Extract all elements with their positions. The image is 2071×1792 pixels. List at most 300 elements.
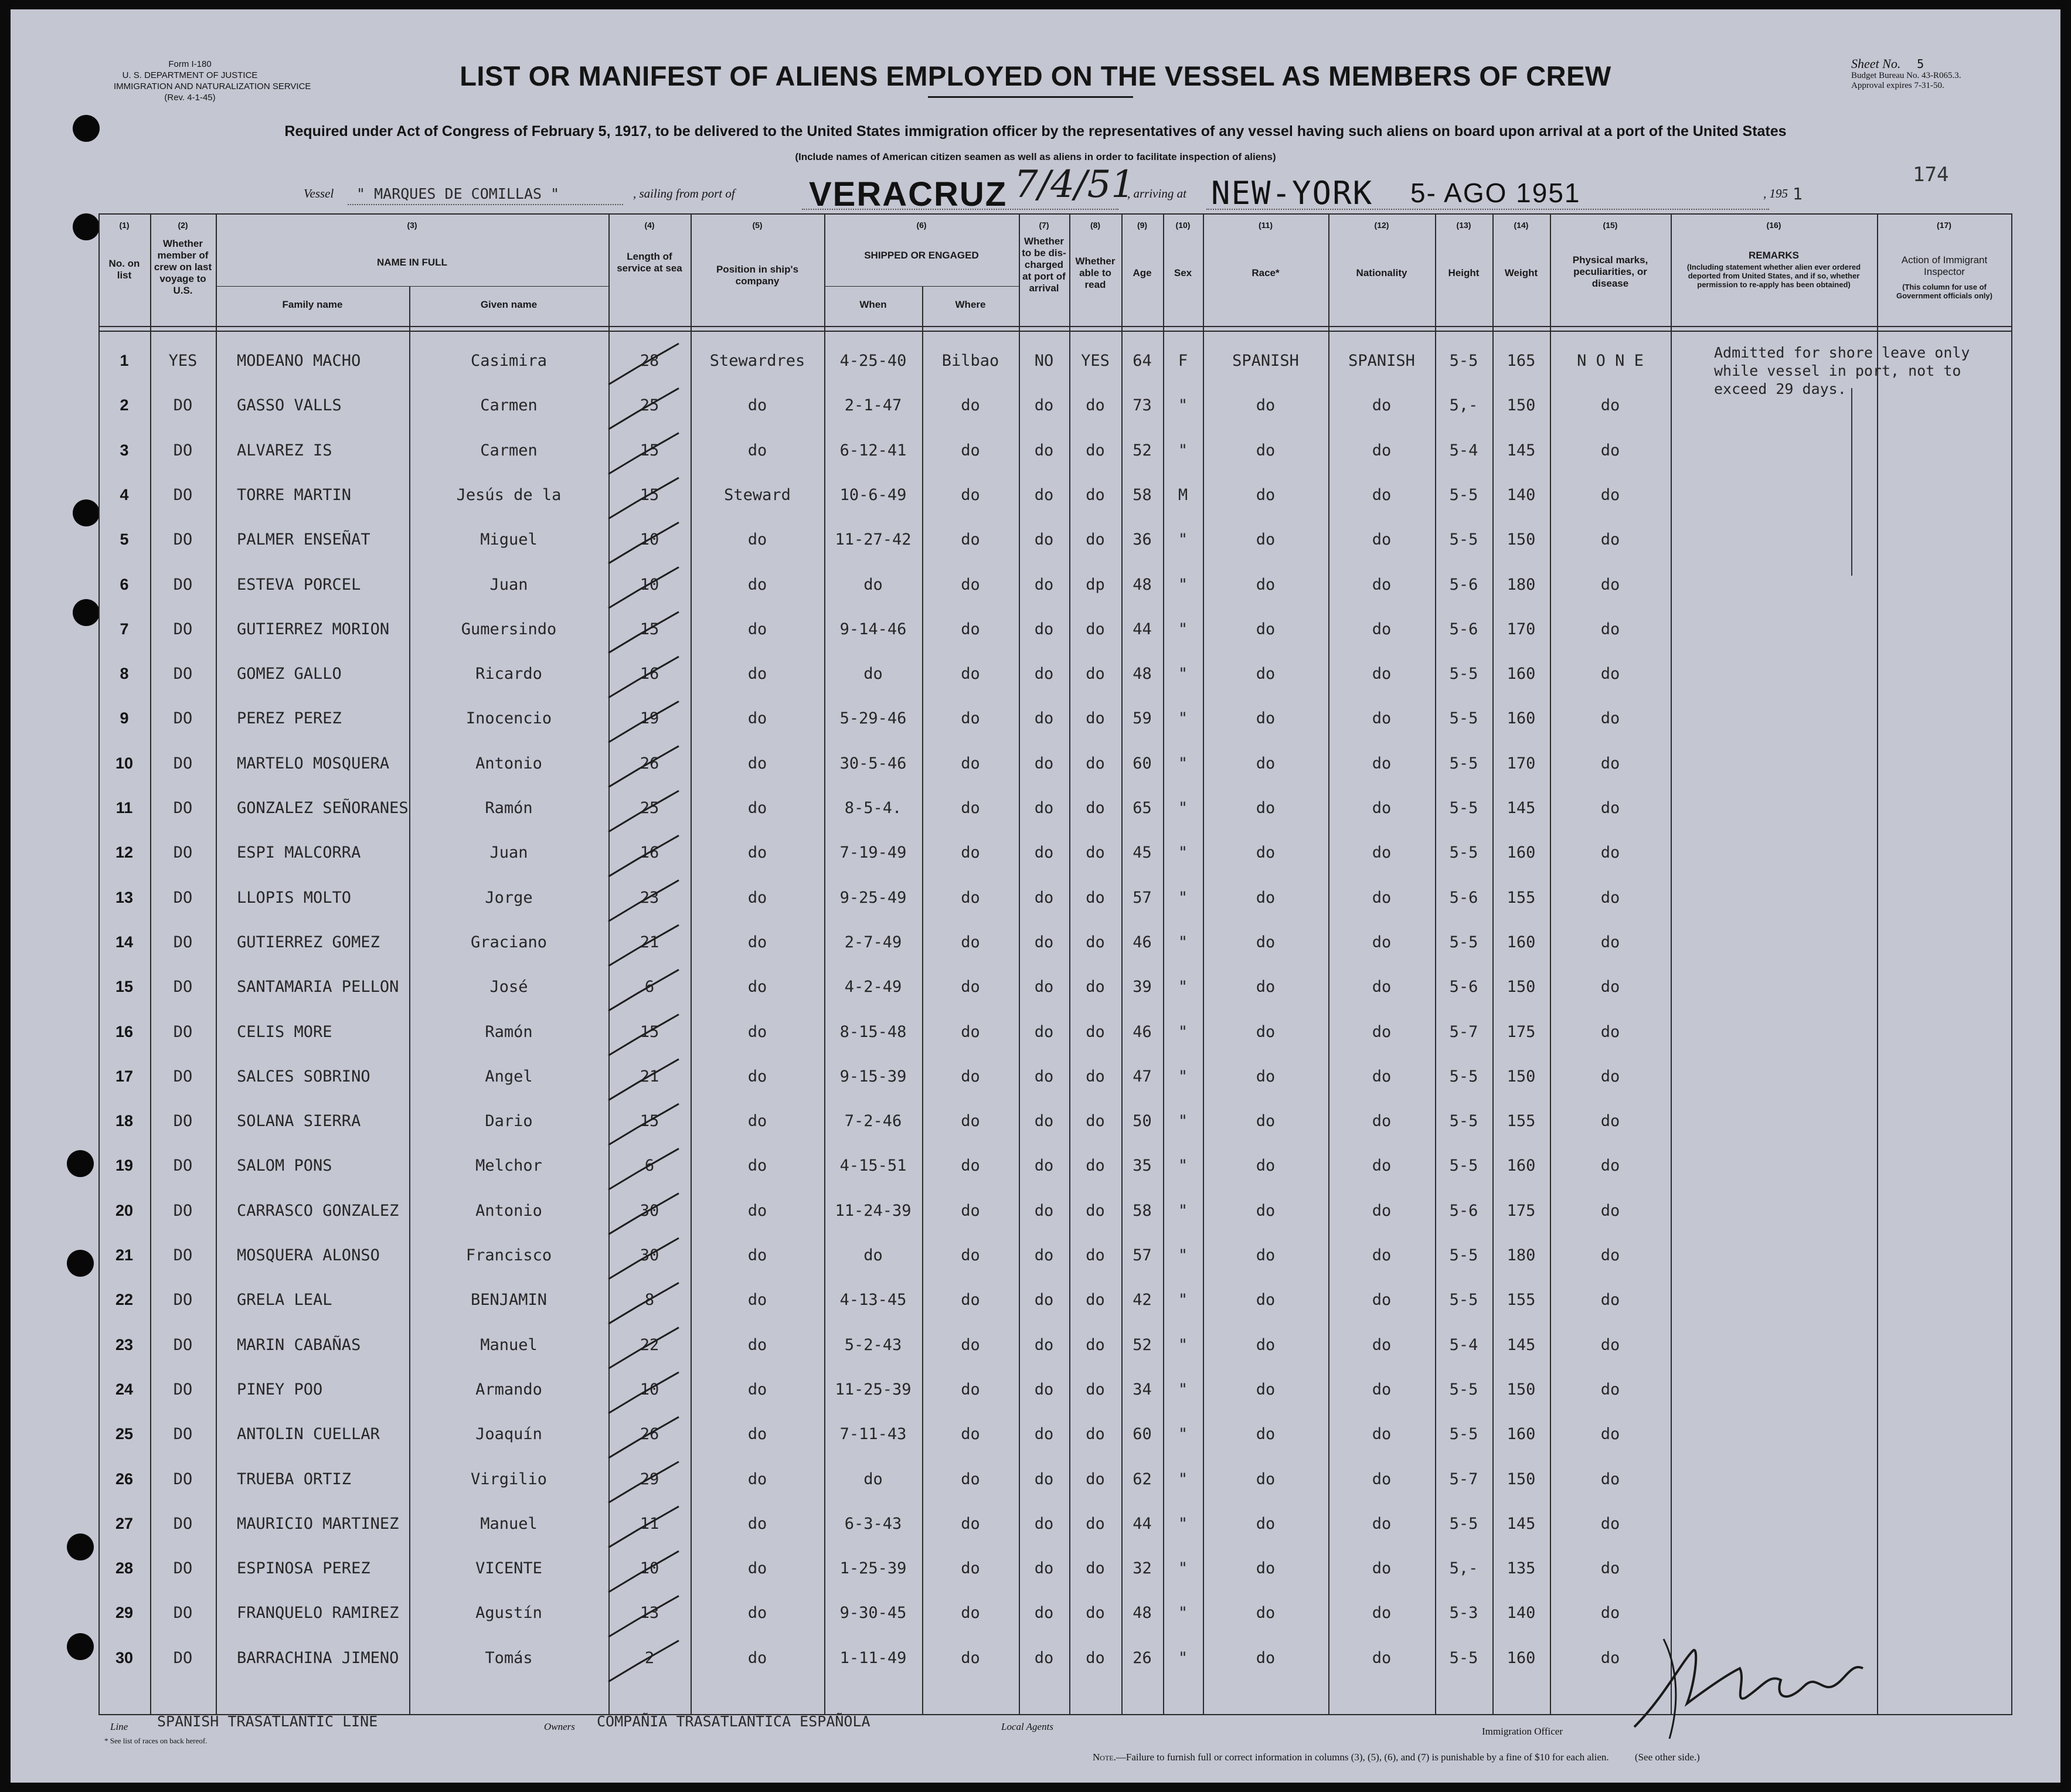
cell-read: do bbox=[1086, 844, 1105, 862]
sailing-dotline bbox=[802, 209, 1118, 210]
cell-race: do bbox=[1256, 889, 1276, 907]
cell-crew: DO bbox=[173, 620, 193, 638]
cell-weight: 170 bbox=[1507, 754, 1536, 773]
cell-marks: do bbox=[1600, 1604, 1620, 1622]
cell-age: 58 bbox=[1133, 486, 1152, 504]
cell-where: do bbox=[961, 1067, 980, 1086]
cell-crew: DO bbox=[173, 1559, 193, 1577]
cell-read: do bbox=[1086, 1157, 1105, 1175]
cell-family: GASSO VALLS bbox=[237, 396, 342, 414]
cell-where: do bbox=[961, 620, 980, 638]
cell-sex: " bbox=[1178, 1515, 1188, 1533]
cell-height: 5-5 bbox=[1449, 531, 1478, 549]
cell-service: 6 bbox=[644, 978, 655, 996]
cell-position: do bbox=[747, 799, 767, 817]
cell-height: 5,- bbox=[1449, 396, 1478, 414]
cell-position: do bbox=[747, 754, 767, 773]
cell-position: do bbox=[747, 665, 767, 683]
cell-nationality: do bbox=[1372, 1336, 1392, 1354]
check-mark bbox=[608, 433, 679, 474]
cell-read: do bbox=[1086, 1112, 1105, 1130]
owners-value: COMPAÑIA TRASATLANTICA ESPAÑOLA bbox=[597, 1713, 870, 1730]
col-header-weight: Weight bbox=[1504, 267, 1538, 278]
cell-given: Ricardo bbox=[475, 665, 542, 683]
cell-discharged: do bbox=[1034, 665, 1054, 683]
cell-nationality: do bbox=[1372, 396, 1392, 414]
col-num-10: (10) bbox=[1175, 220, 1191, 230]
cell-where: do bbox=[961, 665, 980, 683]
cell-when: 11-25-39 bbox=[835, 1380, 912, 1399]
row-number: 15 bbox=[115, 978, 134, 995]
cell-weight: 145 bbox=[1507, 799, 1536, 817]
cell-family: PEREZ PEREZ bbox=[237, 709, 342, 727]
cell-discharged: do bbox=[1034, 1380, 1054, 1399]
column-divider bbox=[1121, 213, 1123, 1715]
col-header-remarks: REMARKS bbox=[1749, 250, 1799, 261]
cell-where: do bbox=[961, 1246, 980, 1264]
name-subheader-rule bbox=[216, 286, 608, 287]
cell-height: 5,- bbox=[1449, 1559, 1478, 1577]
cell-where: do bbox=[961, 396, 980, 414]
see-other-side: (See other side.) bbox=[1634, 1752, 1700, 1763]
cell-given: Armando bbox=[475, 1380, 542, 1399]
cell-nationality: do bbox=[1372, 1023, 1392, 1041]
cell-family: SALOM PONS bbox=[237, 1157, 332, 1175]
cell-discharged: do bbox=[1034, 396, 1054, 414]
cell-weight: 160 bbox=[1507, 933, 1536, 951]
cell-age: 50 bbox=[1133, 1112, 1152, 1130]
cell-discharged: do bbox=[1034, 1604, 1054, 1622]
cell-service: 6 bbox=[644, 1157, 655, 1175]
cell-when: 2-1-47 bbox=[844, 396, 902, 414]
races-note: * See list of races on back hereof. bbox=[104, 1736, 208, 1745]
cell-service: 15 bbox=[640, 441, 659, 460]
cell-age: 52 bbox=[1133, 441, 1152, 460]
col-num-5: (5) bbox=[752, 220, 763, 230]
cell-where: Bilbao bbox=[941, 352, 999, 370]
cell-position: do bbox=[747, 576, 767, 594]
check-mark bbox=[608, 1193, 679, 1235]
cell-sex: " bbox=[1178, 665, 1188, 683]
row-number: 2 bbox=[120, 396, 129, 414]
cell-weight: 160 bbox=[1507, 844, 1536, 862]
col-header-given: Given name bbox=[480, 299, 538, 310]
cell-height: 5-5 bbox=[1449, 799, 1478, 817]
cell-age: 35 bbox=[1133, 1157, 1152, 1175]
check-mark bbox=[608, 835, 679, 876]
cell-where: do bbox=[961, 978, 980, 996]
cell-given: Ramón bbox=[485, 1023, 533, 1041]
cell-sex: " bbox=[1178, 441, 1188, 460]
row-number: 25 bbox=[115, 1425, 134, 1443]
check-mark bbox=[608, 1641, 679, 1682]
cell-where: do bbox=[961, 441, 980, 460]
cell-given: VICENTE bbox=[475, 1559, 542, 1577]
cell-position: do bbox=[747, 1425, 767, 1443]
cell-read: do bbox=[1086, 933, 1105, 951]
cell-when: 7-11-43 bbox=[839, 1425, 907, 1443]
title-underline bbox=[928, 96, 1133, 98]
cell-service: 15 bbox=[640, 1023, 659, 1041]
row-number: 13 bbox=[115, 889, 134, 906]
cell-where: do bbox=[961, 1425, 980, 1443]
cell-family: MAURICIO MARTINEZ bbox=[237, 1515, 399, 1533]
row-number: 1 bbox=[120, 352, 129, 369]
cell-height: 5-5 bbox=[1449, 486, 1478, 504]
cell-race: do bbox=[1256, 665, 1276, 683]
cell-nationality: do bbox=[1372, 576, 1392, 594]
cell-position: do bbox=[747, 889, 767, 907]
cell-position: do bbox=[747, 978, 767, 996]
row-number: 12 bbox=[115, 844, 134, 861]
cell-crew: DO bbox=[173, 665, 193, 683]
cell-sex: " bbox=[1178, 1559, 1188, 1577]
cell-given: Inocencio bbox=[465, 709, 552, 727]
cell-height: 5-5 bbox=[1449, 844, 1478, 862]
cell-read: do bbox=[1086, 1291, 1105, 1309]
cell-age: 62 bbox=[1133, 1470, 1152, 1488]
cell-crew: DO bbox=[173, 576, 193, 594]
cell-given: Manuel bbox=[480, 1336, 538, 1354]
cell-height: 5-6 bbox=[1449, 978, 1478, 996]
col-header-action-note: (This column for use of Government officials only) bbox=[1896, 283, 1992, 300]
cell-when: 1-11-49 bbox=[839, 1649, 907, 1667]
cell-given: Antonio bbox=[475, 1202, 542, 1220]
cell-race: do bbox=[1256, 1112, 1276, 1130]
cell-read: do bbox=[1086, 1246, 1105, 1264]
binder-hole bbox=[73, 599, 100, 626]
cell-marks: do bbox=[1600, 1067, 1620, 1086]
immigration-officer-label: Immigration Officer bbox=[1482, 1726, 1563, 1737]
col-header-when: When bbox=[859, 299, 887, 310]
cell-nationality: do bbox=[1372, 665, 1392, 683]
cell-age: 46 bbox=[1133, 933, 1152, 951]
cell-read: do bbox=[1086, 1202, 1105, 1220]
col-num-9: (9) bbox=[1137, 220, 1148, 230]
cell-read: YES bbox=[1081, 352, 1110, 370]
row-number: 21 bbox=[115, 1246, 134, 1264]
cell-family: MARIN CABAÑAS bbox=[237, 1336, 361, 1354]
column-divider bbox=[824, 213, 825, 1715]
cell-discharged: do bbox=[1034, 1023, 1054, 1041]
cell-read: do bbox=[1086, 1336, 1105, 1354]
cell-marks: do bbox=[1600, 1470, 1620, 1488]
cell-crew: DO bbox=[173, 1649, 193, 1667]
page-subnote: (Include names of American citizen seamen as well as aliens in order to facilitate inspection of aliens) bbox=[795, 151, 1276, 162]
cell-nationality: do bbox=[1372, 1380, 1392, 1399]
cell-discharged: do bbox=[1034, 1559, 1054, 1577]
cell-crew: DO bbox=[173, 799, 193, 817]
col-header-action: Action of Immigrant Inspector bbox=[1901, 254, 1988, 277]
cell-sex: " bbox=[1178, 1112, 1188, 1130]
cell-position: do bbox=[747, 1604, 767, 1622]
cell-when: do bbox=[863, 576, 883, 594]
cell-sex: " bbox=[1178, 1380, 1188, 1399]
handwritten-date: 7/4/51 bbox=[1014, 163, 1135, 206]
check-mark bbox=[608, 791, 679, 832]
cell-given: Jesús de la bbox=[456, 486, 562, 504]
cell-family: LLOPIS MOLTO bbox=[237, 889, 352, 907]
cell-position: do bbox=[747, 1067, 767, 1086]
cell-where: do bbox=[961, 1023, 980, 1041]
cell-sex: " bbox=[1178, 1202, 1188, 1220]
cell-family: ANTOLIN CUELLAR bbox=[237, 1425, 380, 1443]
check-mark bbox=[608, 1328, 679, 1369]
row-number: 3 bbox=[120, 441, 129, 459]
cell-family: ESPINOSA PEREZ bbox=[237, 1559, 370, 1577]
cell-crew: YES bbox=[168, 352, 198, 370]
cell-service: 15 bbox=[640, 620, 659, 638]
cell-family: MARTELO MOSQUERA bbox=[237, 754, 390, 773]
cell-weight: 160 bbox=[1507, 709, 1536, 727]
cell-weight: 150 bbox=[1507, 531, 1536, 549]
check-mark bbox=[608, 1507, 679, 1548]
cell-where: do bbox=[961, 1157, 980, 1175]
arriving-port: NEW-YORK bbox=[1211, 175, 1373, 212]
cell-crew: DO bbox=[173, 933, 193, 951]
cell-discharged: do bbox=[1034, 1291, 1054, 1309]
cell-marks: do bbox=[1600, 1246, 1620, 1264]
cell-height: 5-5 bbox=[1449, 352, 1478, 370]
cell-service: 2 bbox=[644, 1649, 655, 1667]
cell-when: 8-5-4. bbox=[844, 799, 902, 817]
row-number: 18 bbox=[115, 1112, 134, 1130]
manifest-sheet bbox=[11, 9, 2060, 1783]
check-mark bbox=[608, 1015, 679, 1056]
cell-where: do bbox=[961, 754, 980, 773]
arrival-date-stamp: 5- AGO 1951 bbox=[1410, 178, 1581, 208]
cell-nationality: SPANISH bbox=[1348, 352, 1415, 370]
col-header-no: No. on list bbox=[108, 258, 140, 281]
cell-service: 30 bbox=[640, 1246, 659, 1264]
cell-read: do bbox=[1086, 665, 1105, 683]
cell-discharged: do bbox=[1034, 1515, 1054, 1533]
check-mark bbox=[608, 567, 679, 608]
cell-weight: 175 bbox=[1507, 1023, 1536, 1041]
arriving-dotline bbox=[1206, 209, 1769, 210]
cell-crew: DO bbox=[173, 754, 193, 773]
cell-service: 10 bbox=[640, 531, 659, 549]
year-label: , 195 bbox=[1763, 186, 1788, 200]
cell-family: SANTAMARIA PELLON bbox=[237, 978, 399, 996]
cell-discharged: do bbox=[1034, 1336, 1054, 1354]
cell-race: do bbox=[1256, 709, 1276, 727]
cell-service: 23 bbox=[640, 889, 659, 907]
cell-marks: do bbox=[1600, 486, 1620, 504]
cell-nationality: do bbox=[1372, 1112, 1392, 1130]
cell-discharged: do bbox=[1034, 1202, 1054, 1220]
cell-service: 10 bbox=[640, 576, 659, 594]
cell-weight: 150 bbox=[1507, 1067, 1536, 1086]
cell-age: 44 bbox=[1133, 620, 1152, 638]
row-number: 30 bbox=[115, 1649, 134, 1667]
cell-height: 5-5 bbox=[1449, 933, 1478, 951]
cell-age: 73 bbox=[1133, 396, 1152, 414]
cell-marks: do bbox=[1600, 531, 1620, 549]
cell-when: do bbox=[863, 1246, 883, 1264]
check-mark bbox=[608, 1551, 679, 1592]
cell-marks: do bbox=[1600, 1023, 1620, 1041]
cell-crew: DO bbox=[173, 1515, 193, 1533]
cell-given: Juan bbox=[489, 576, 528, 594]
cell-where: do bbox=[961, 1291, 980, 1309]
cell-discharged: do bbox=[1034, 1425, 1054, 1443]
col-header-sex: Sex bbox=[1174, 267, 1192, 278]
col-header-age: Age bbox=[1133, 267, 1152, 278]
cell-age: 58 bbox=[1133, 1202, 1152, 1220]
cell-read: do bbox=[1086, 1067, 1105, 1086]
cell-crew: DO bbox=[173, 709, 193, 727]
cell-height: 5-5 bbox=[1449, 665, 1478, 683]
row-number: 9 bbox=[120, 709, 129, 727]
cell-when: 8-15-48 bbox=[839, 1023, 907, 1041]
cell-read: do bbox=[1086, 441, 1105, 460]
cell-family: FRANQUELO RAMIREZ bbox=[237, 1604, 399, 1622]
local-agents-label: Local Agents bbox=[1001, 1721, 1053, 1732]
column-divider bbox=[1492, 213, 1494, 1715]
cell-marks: do bbox=[1600, 1291, 1620, 1309]
cell-when: 5-29-46 bbox=[839, 709, 907, 727]
row-number: 28 bbox=[115, 1559, 134, 1577]
cell-discharged: do bbox=[1034, 1157, 1054, 1175]
cell-age: 45 bbox=[1133, 844, 1152, 862]
cell-race: do bbox=[1256, 486, 1276, 504]
cell-given: Melchor bbox=[475, 1157, 542, 1175]
year-digit: 1 bbox=[1793, 184, 1803, 203]
cell-given: Agustín bbox=[475, 1604, 542, 1622]
cell-where: do bbox=[961, 1604, 980, 1622]
row-number: 27 bbox=[115, 1515, 134, 1532]
cell-race: do bbox=[1256, 844, 1276, 862]
cell-nationality: do bbox=[1372, 978, 1392, 996]
cell-where: do bbox=[961, 1515, 980, 1533]
cell-family: TRUEBA ORTIZ bbox=[237, 1470, 352, 1488]
cell-nationality: do bbox=[1372, 1291, 1392, 1309]
cell-crew: DO bbox=[173, 1202, 193, 1220]
cell-marks: do bbox=[1600, 889, 1620, 907]
binder-hole bbox=[67, 1533, 94, 1560]
cell-read: do bbox=[1086, 978, 1105, 996]
cell-sex: " bbox=[1178, 1470, 1188, 1488]
cell-crew: DO bbox=[173, 1425, 193, 1443]
cell-height: 5-6 bbox=[1449, 889, 1478, 907]
column-divider bbox=[1163, 213, 1164, 1715]
cell-weight: 155 bbox=[1507, 1291, 1536, 1309]
line-value: SPANISH TRASATLANTIC LINE bbox=[157, 1713, 378, 1730]
cell-nationality: do bbox=[1372, 1067, 1392, 1086]
check-mark bbox=[608, 746, 679, 787]
column-divider bbox=[1550, 213, 1551, 1715]
note-text: —Failure to furnish full or correct information in columns (3), (5), (6), and (7) is punishable by a fine of $10 for each alien. bbox=[1116, 1752, 1609, 1763]
cell-sex: " bbox=[1178, 1604, 1188, 1622]
row-number: 26 bbox=[115, 1470, 134, 1488]
cell-read: do bbox=[1086, 889, 1105, 907]
cell-service: 21 bbox=[640, 1067, 659, 1086]
cell-height: 5-5 bbox=[1449, 1157, 1478, 1175]
col-header-family: Family name bbox=[282, 299, 343, 310]
remarks-ditto-line bbox=[1851, 388, 1852, 576]
cell-race: do bbox=[1256, 1246, 1276, 1264]
cell-read: do bbox=[1086, 1649, 1105, 1667]
cell-crew: DO bbox=[173, 1157, 193, 1175]
cell-given: Miguel bbox=[480, 531, 538, 549]
cell-marks: do bbox=[1600, 844, 1620, 862]
sailing-port: VERACRUZ bbox=[809, 175, 1008, 213]
cell-marks: do bbox=[1600, 978, 1620, 996]
column-divider bbox=[150, 213, 151, 1715]
cell-given: Graciano bbox=[470, 933, 547, 951]
cell-sex: " bbox=[1178, 1425, 1188, 1443]
cell-nationality: do bbox=[1372, 1559, 1392, 1577]
cell-where: do bbox=[961, 1380, 980, 1399]
cell-read: do bbox=[1086, 709, 1105, 727]
cell-height: 5-5 bbox=[1449, 754, 1478, 773]
cell-discharged: do bbox=[1034, 1246, 1054, 1264]
cell-family: GRELA LEAL bbox=[237, 1291, 332, 1309]
cell-given: José bbox=[489, 978, 528, 996]
cell-read: do bbox=[1086, 1023, 1105, 1041]
cell-read: do bbox=[1086, 1515, 1105, 1533]
cell-race: do bbox=[1256, 1515, 1276, 1533]
cell-position: do bbox=[747, 1515, 767, 1533]
cell-service: 10 bbox=[640, 1380, 659, 1399]
cell-when: do bbox=[863, 665, 883, 683]
cell-age: 60 bbox=[1133, 1425, 1152, 1443]
col-header-crew: Whether member of crew on last voyage to U.S. bbox=[154, 238, 212, 296]
cell-age: 57 bbox=[1133, 1246, 1152, 1264]
col-header-where: Where bbox=[955, 299, 986, 310]
cell-weight: 175 bbox=[1507, 1202, 1536, 1220]
cell-given: Francisco bbox=[465, 1246, 552, 1264]
cell-family: GOMEZ GALLO bbox=[237, 665, 342, 683]
cell-read: do bbox=[1086, 799, 1105, 817]
cell-position: do bbox=[747, 1470, 767, 1488]
cell-nationality: do bbox=[1372, 889, 1392, 907]
cell-marks: do bbox=[1600, 665, 1620, 683]
cell-read: do bbox=[1086, 486, 1105, 504]
row-number: 24 bbox=[115, 1380, 134, 1398]
cell-race: do bbox=[1256, 754, 1276, 773]
cell-race: do bbox=[1256, 1559, 1276, 1577]
cell-given: Dario bbox=[485, 1112, 533, 1130]
cell-weight: 150 bbox=[1507, 978, 1536, 996]
form-number: Form I-180 bbox=[168, 59, 212, 69]
cell-when: 9-25-49 bbox=[839, 889, 907, 907]
cell-height: 5-6 bbox=[1449, 620, 1478, 638]
cell-weight: 155 bbox=[1507, 889, 1536, 907]
cell-service: 13 bbox=[640, 1604, 659, 1622]
cell-height: 5-5 bbox=[1449, 1067, 1478, 1086]
cell-height: 5-4 bbox=[1449, 441, 1478, 460]
cell-where: do bbox=[961, 709, 980, 727]
cell-discharged: do bbox=[1034, 754, 1054, 773]
cell-discharged: do bbox=[1034, 1067, 1054, 1086]
cell-sex: " bbox=[1178, 620, 1188, 638]
cell-height: 5-6 bbox=[1449, 576, 1478, 594]
cell-weight: 170 bbox=[1507, 620, 1536, 638]
cell-marks: do bbox=[1600, 396, 1620, 414]
cell-marks: do bbox=[1600, 1157, 1620, 1175]
cell-race: do bbox=[1256, 620, 1276, 638]
cell-discharged: do bbox=[1034, 799, 1054, 817]
column-divider bbox=[2011, 213, 2012, 1715]
cell-sex: M bbox=[1178, 486, 1188, 504]
cell-height: 5-5 bbox=[1449, 709, 1478, 727]
check-mark bbox=[608, 1417, 679, 1458]
cell-position: do bbox=[747, 531, 767, 549]
cell-weight: 180 bbox=[1507, 576, 1536, 594]
cell-sex: " bbox=[1178, 844, 1188, 862]
